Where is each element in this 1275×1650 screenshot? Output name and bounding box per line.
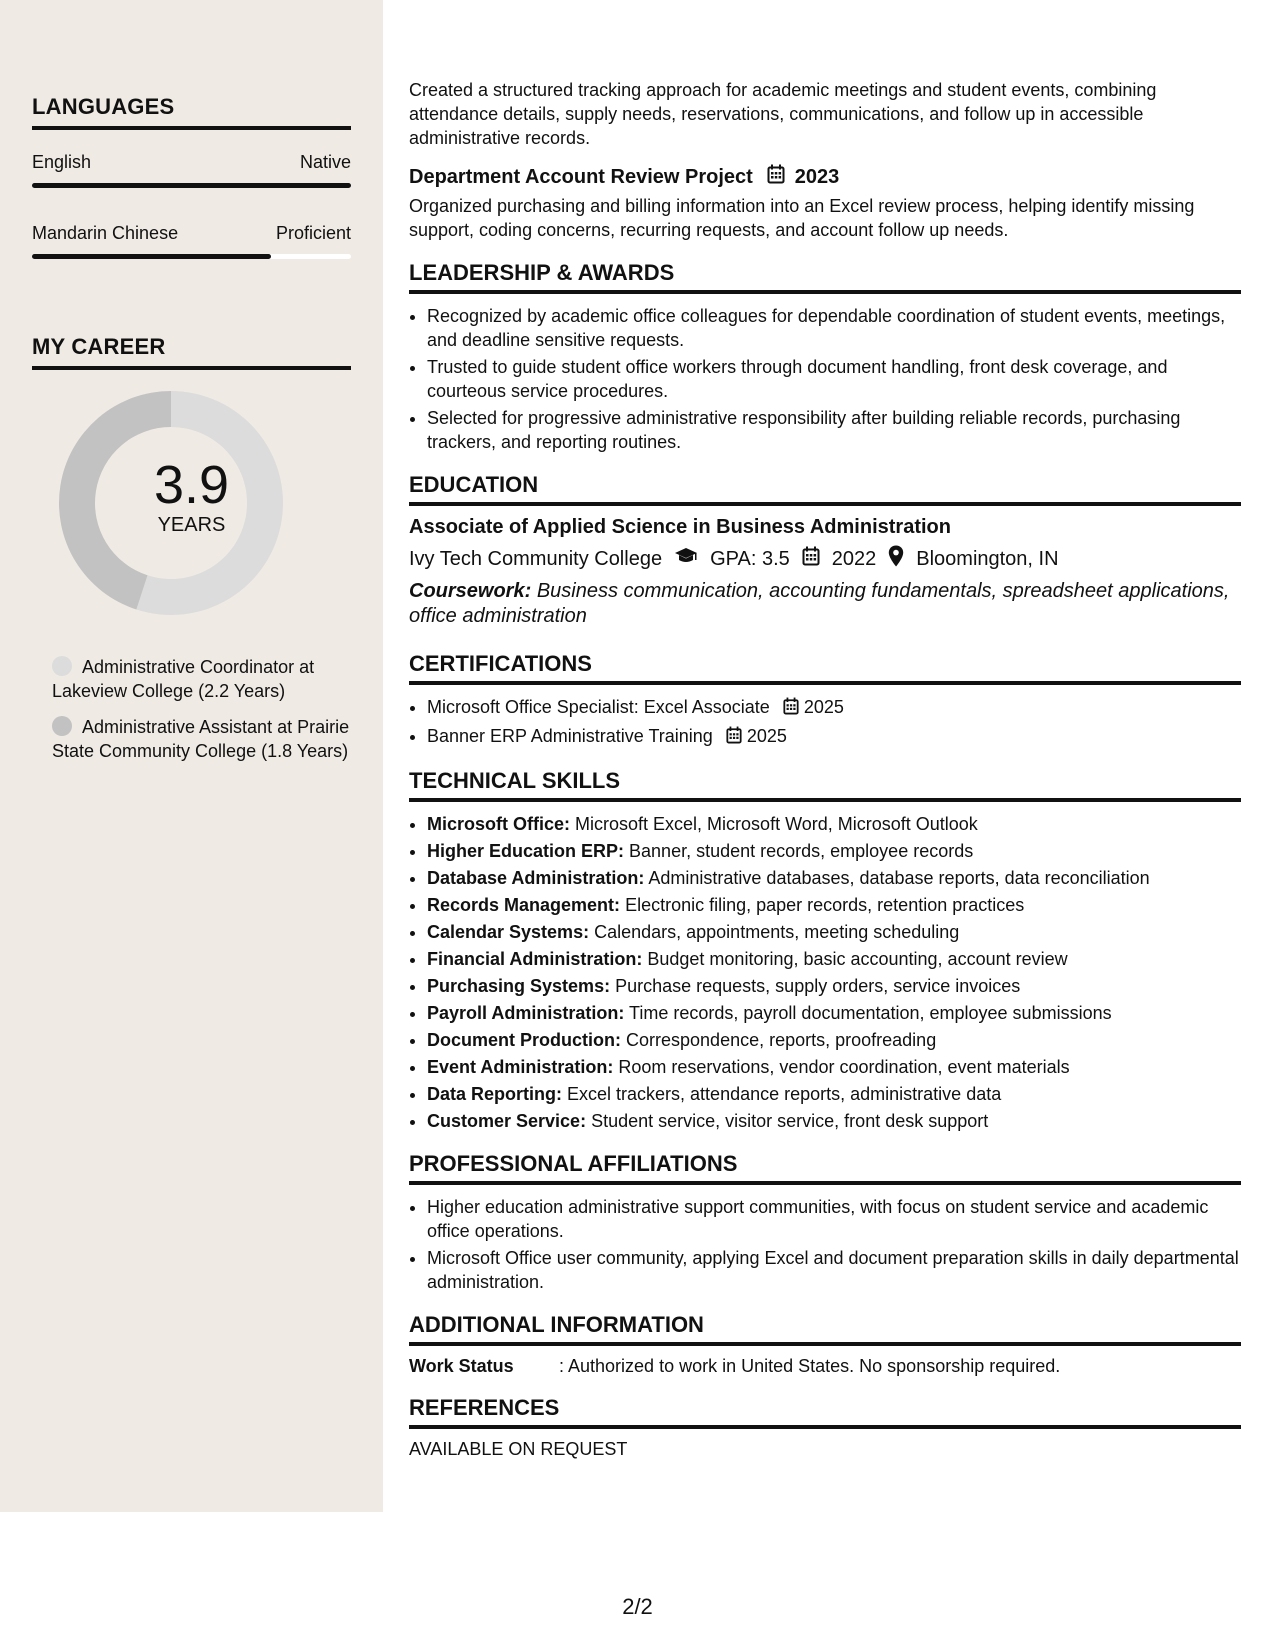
skill-item <box>427 974 1241 998</box>
language-proficiency-fill <box>32 183 351 188</box>
leadership-list <box>409 304 1241 454</box>
work-status-value: : Authorized to work in United States. No sponsorship required. <box>559 1356 1061 1376</box>
career-item-text: Administrative Coordinator at Lakeview College (2.2 Years) <box>52 657 315 701</box>
education-year: 2022 <box>831 547 877 570</box>
skill-item <box>427 839 1241 863</box>
career-total-unit: YEARS <box>157 514 226 536</box>
additional-info-heading: ADDITIONAL INFORMATION <box>409 1312 1241 1346</box>
graduation-cap-icon <box>674 547 698 571</box>
certification-name: Microsoft Office Specialist: Excel Associate <box>427 697 770 717</box>
skill-value: Room reservations, vendor coordination, event materials <box>618 1057 1070 1077</box>
language-item-mandarin <box>32 223 351 259</box>
education-location: Bloomington, IN <box>916 547 1059 570</box>
skill-label: Calendar Systems: <box>427 922 590 942</box>
project-year: 2023 <box>794 165 840 188</box>
skill-value: Budget monitoring, basic accounting, account review <box>647 949 1068 969</box>
work-status-row <box>409 1356 1241 1377</box>
certifications-heading: CERTIFICATIONS <box>409 651 1241 685</box>
calendar-icon <box>783 697 799 721</box>
intro-paragraph: Created a structured tracking approach for academic meetings and student events, combining attendance details, supply needs, reservations, communications, and follow up in accessible administrative records. <box>409 80 1157 148</box>
career-legend <box>32 655 351 763</box>
project-description: Organized purchasing and billing information into an Excel review process, helping identify missing support, coding concerns, recurring requests, and account follow up needs. <box>409 196 1195 240</box>
career-color-dot <box>52 716 72 736</box>
coursework-text: Business communication, accounting fundamentals, spreadsheet applications, office administration <box>409 580 1230 627</box>
education-details-row <box>409 545 1241 573</box>
language-level: Native <box>299 152 351 172</box>
skill-label: Database Administration: <box>427 868 645 888</box>
skill-label: Event Administration: <box>427 1057 614 1077</box>
page-number: 2/2 <box>622 1594 653 1619</box>
skill-value: Calendars, appointments, meeting scheduling <box>594 922 960 942</box>
languages-heading: LANGUAGES <box>32 94 351 130</box>
skill-value: Administrative databases, database reports, data reconciliation <box>648 868 1150 888</box>
language-item-english <box>32 152 351 188</box>
sidebar <box>0 0 383 1512</box>
language-proficiency-fill <box>32 254 271 259</box>
list-item: • Trusted to guide student office workers through document handling, front desk coverage, and courteous service procedures. <box>427 355 1241 403</box>
affiliations-list <box>409 1195 1241 1294</box>
list-item: • Microsoft Office user community, applying Excel and document preparation skills in daily departmental administration. <box>427 1246 1241 1294</box>
skill-label: Microsoft Office: <box>427 814 571 834</box>
skill-value: Banner, student records, employee records <box>629 841 974 861</box>
skill-label: Purchasing Systems: <box>427 976 611 996</box>
education-school: Ivy Tech Community College <box>409 547 663 570</box>
certification-name: Banner ERP Administrative Training <box>427 726 713 746</box>
education-gpa: GPA: 3.5 <box>710 547 790 570</box>
skill-label: Records Management: <box>427 895 621 915</box>
certification-item <box>427 724 1241 750</box>
career-item <box>32 655 351 703</box>
skill-item <box>427 866 1241 890</box>
references-text: AVAILABLE ON REQUEST <box>409 1439 628 1459</box>
location-pin-icon <box>888 545 904 573</box>
career-item-text: Administrative Assistant at Prairie State Community College (1.8 Years) <box>52 717 350 761</box>
calendar-icon <box>802 546 820 572</box>
project-title: Department Account Review Project <box>409 165 753 188</box>
skills-heading: TECHNICAL SKILLS <box>409 768 1241 802</box>
calendar-icon <box>767 164 785 190</box>
skill-item <box>427 812 1241 836</box>
affiliations-heading: PROFESSIONAL AFFILIATIONS <box>409 1151 1241 1185</box>
career-total-years: 3.9 <box>153 455 230 515</box>
skill-label: Payroll Administration: <box>427 1003 625 1023</box>
skill-item <box>427 893 1241 917</box>
coursework-label: Coursework: <box>409 580 532 602</box>
references-heading: REFERENCES <box>409 1395 1241 1429</box>
skill-item <box>427 1055 1241 1079</box>
education-coursework <box>409 579 1241 629</box>
certification-year: 2025 <box>746 726 787 746</box>
language-proficiency-bar <box>32 254 351 259</box>
education-heading: EDUCATION <box>409 472 1241 506</box>
skills-list <box>409 812 1241 1133</box>
certifications-list <box>409 695 1241 750</box>
skill-label: Document Production: <box>427 1030 621 1050</box>
languages-section <box>32 94 351 259</box>
skill-item <box>427 1109 1241 1133</box>
skill-value: Correspondence, reports, proofreading <box>626 1030 937 1050</box>
language-level: Proficient <box>275 223 351 243</box>
skill-label: Customer Service: <box>427 1111 587 1131</box>
project-title-row <box>409 164 1241 190</box>
certification-year: 2025 <box>803 697 844 717</box>
calendar-icon <box>726 726 742 750</box>
skill-label: Financial Administration: <box>427 949 643 969</box>
language-proficiency-bar <box>32 183 351 188</box>
career-item <box>32 715 351 763</box>
skill-value: Electronic filing, paper records, retention practices <box>625 895 1025 915</box>
skill-value: Purchase requests, supply orders, service invoices <box>615 976 1021 996</box>
skill-label: Data Reporting: <box>427 1084 562 1104</box>
career-color-dot <box>52 656 72 676</box>
skill-item <box>427 1082 1241 1106</box>
skill-value: Student service, visitor service, front desk support <box>591 1111 989 1131</box>
skill-value: Time records, payroll documentation, employee submissions <box>629 1003 1112 1023</box>
main-content <box>409 78 1241 1460</box>
work-status-label: Work Status <box>409 1356 514 1376</box>
leadership-heading: LEADERSHIP & AWARDS <box>409 260 1241 294</box>
skill-item <box>427 1001 1241 1025</box>
career-donut-chart <box>32 378 351 628</box>
language-name: Mandarin Chinese <box>32 223 179 243</box>
list-item: • Selected for progressive administrative responsibility after building reliable records, purchasing trackers, and reporting routines. <box>427 406 1241 454</box>
skill-item <box>427 920 1241 944</box>
skill-item <box>427 1028 1241 1052</box>
skill-label: Higher Education ERP: <box>427 841 625 861</box>
list-item: • Recognized by academic office colleagues for dependable coordination of student events, meetings, and deadline sensitive requests. <box>427 304 1241 352</box>
certification-item <box>427 695 1241 721</box>
skill-value: Microsoft Excel, Microsoft Word, Microsoft Outlook <box>575 814 978 834</box>
list-item: • Higher education administrative support communities, with focus on student service and academic office operations. <box>427 1195 1241 1243</box>
education-degree: Associate of Applied Science in Business Administration <box>409 516 951 538</box>
language-name: English <box>32 152 92 172</box>
career-heading: MY CAREER <box>32 334 351 370</box>
skill-value: Excel trackers, attendance reports, administrative data <box>567 1084 1002 1104</box>
career-section <box>32 334 351 775</box>
skill-item <box>427 947 1241 971</box>
